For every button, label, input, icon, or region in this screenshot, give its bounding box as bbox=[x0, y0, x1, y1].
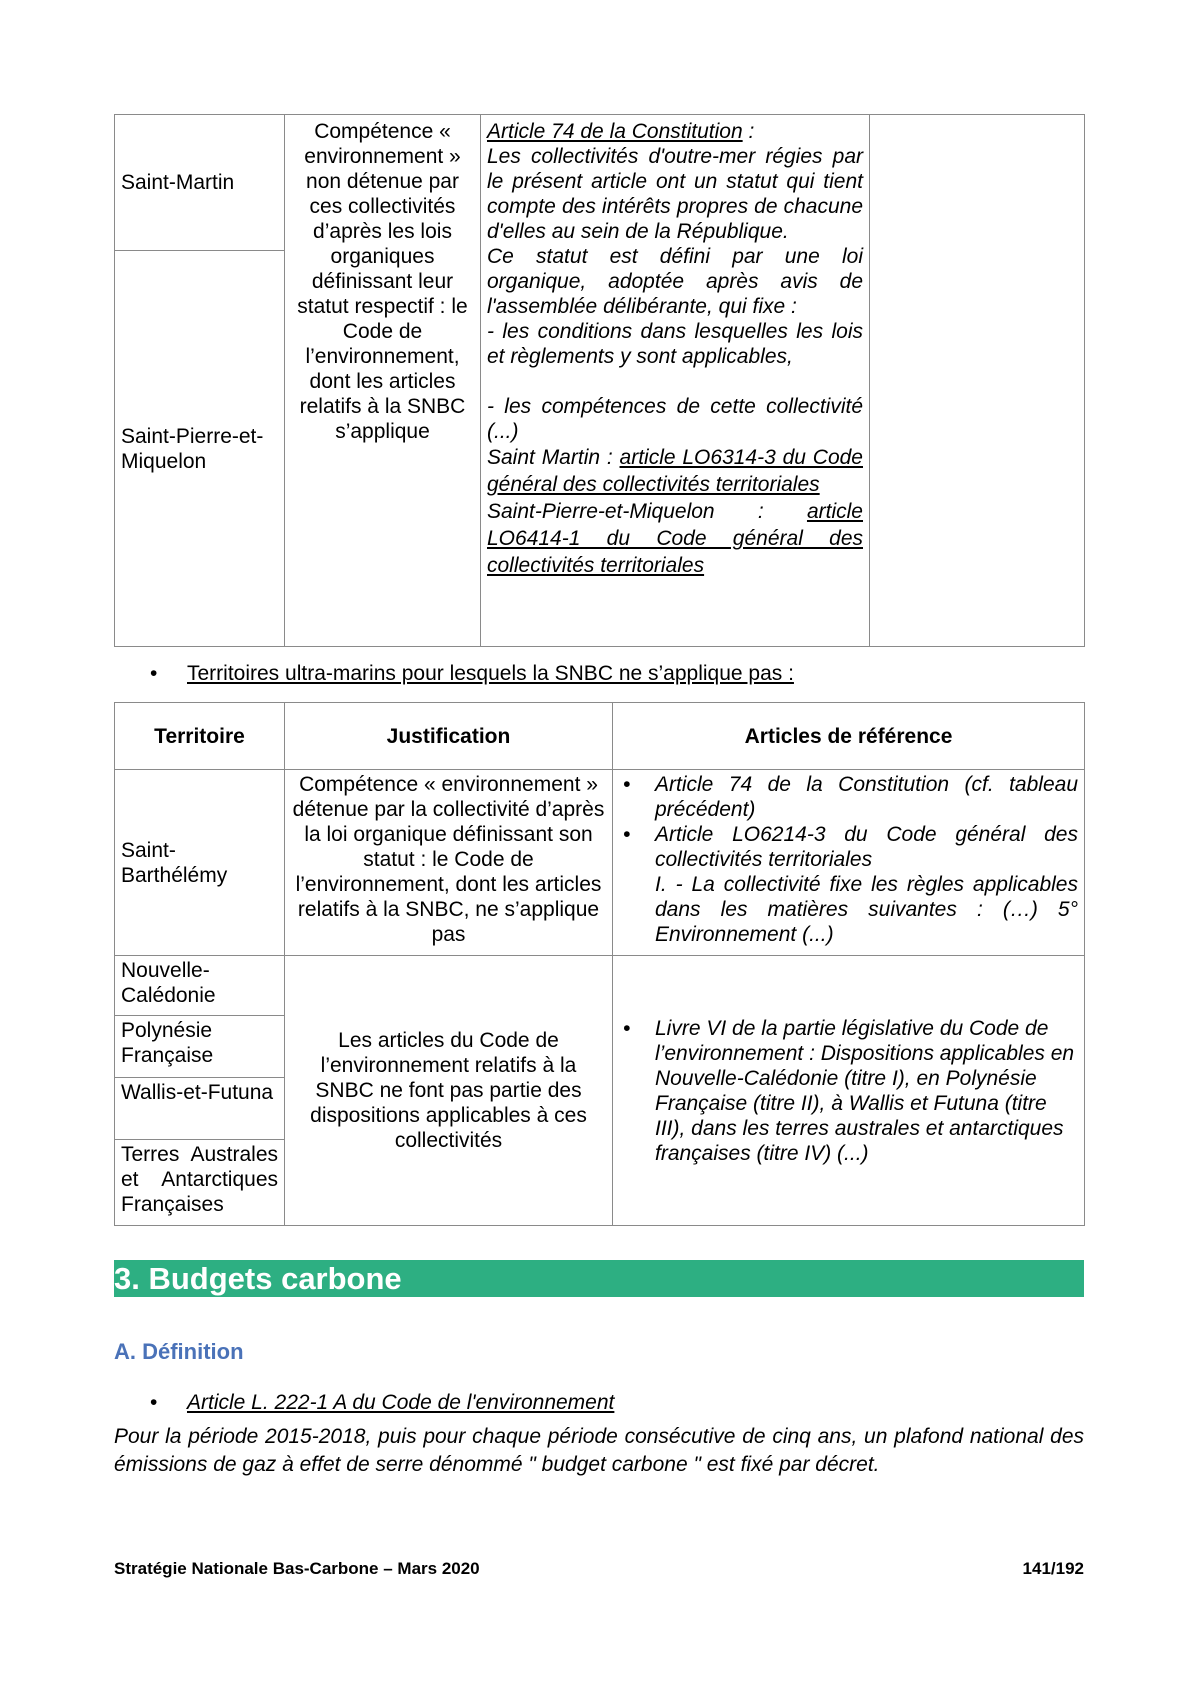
territory-name: Saint-Pierre-et-Miquelon bbox=[121, 424, 264, 473]
bullet-icon: • bbox=[150, 662, 158, 685]
territory-cell bbox=[115, 1078, 285, 1140]
justification-cell bbox=[285, 956, 613, 1226]
article-link[interactable]: Article 74 de la Constitution bbox=[487, 120, 743, 143]
bullet-icon: • bbox=[150, 1391, 158, 1414]
territory-cell bbox=[115, 251, 285, 647]
justification-text: Compétence « environnement » détenue par la collectivité d’après la loi organique définissant son statut : le Code de l’environnement, dont les articles relatifs à la SNBC, ne s’applique pas bbox=[292, 773, 605, 946]
justification-text: Compétence « environnement » non détenue par ces collectivités d’après les lois organiques définissant leur statut respectif : le Code de l’environnement, dont les articles relatifs à la SNBC s’applique bbox=[297, 120, 468, 443]
territory-name: Saint-Martin bbox=[121, 171, 235, 194]
column-header: Justification bbox=[285, 703, 613, 770]
justification-text: Les articles du Code de l’environnement relatifs à la SNBC ne font pas partie des dispositions applicables à ces collectivités bbox=[310, 1029, 587, 1152]
bullet-heading: Territoires ultra-marins pour lesquels la SNBC ne s’applique pas : bbox=[187, 662, 794, 685]
bullet-item bbox=[114, 1390, 1084, 1415]
bullet-icon: • bbox=[623, 1016, 631, 1040]
bullet-item bbox=[114, 661, 1084, 686]
territory-cell bbox=[115, 1016, 285, 1078]
empty-cell bbox=[870, 115, 1085, 647]
article-paragraph: - les conditions dans lesquelles les lois et règlements y sont applicables, bbox=[487, 320, 863, 368]
territory-cell bbox=[115, 115, 285, 251]
section-heading: 3. Budgets carbone bbox=[114, 1260, 1084, 1297]
territory-cell bbox=[115, 956, 285, 1016]
column-header: Territoire bbox=[115, 703, 285, 770]
justification-cell bbox=[285, 115, 481, 647]
references-cell bbox=[613, 770, 1085, 956]
non-applicable-territories-table bbox=[114, 702, 1085, 1226]
page-footer bbox=[114, 1556, 1084, 1581]
article-paragraph: - les compétences de cette collectivité (...) bbox=[487, 395, 863, 443]
article-reference-link[interactable]: Article L. 222-1 A du Code de l'environnement bbox=[187, 1391, 615, 1414]
spm-article-link[interactable]: article LO6414-1 du Code général des collectivités territoriales bbox=[487, 500, 863, 577]
territory-name: Wallis-et-Futuna bbox=[121, 1081, 274, 1104]
references-cell bbox=[613, 956, 1085, 1226]
article-paragraph: Ce statut est défini par une loi organique, adoptée après avis de l'assemblée délibérante, qui fixe : bbox=[487, 245, 863, 318]
territory-name: Polynésie Française bbox=[121, 1019, 214, 1067]
article-cell: Article 74 de la Constitution : Les collectivités d'outre-mer régies par le présent article ont un statut qui tient compte des intérêts propres de chacune d'elles au sein de la République. Ce statut est défini par une loi organique, adoptée après avis de l'assemblée délibérante, qui fixe : - les conditions dans lesquelles les lois et règlements y sont applicables, - les compétences de cette collectivité (...) Saint Martin : article LO6314-3 du Code général des collectivités territoriales Saint-Pierre-et-Miquelon : article LO6414-1 du Code général des collectivités territoriales bbox=[481, 115, 870, 647]
article-paragraph: Les collectivités d'outre-mer régies par le présent article ont un statut qui tient compte des intérêts propres de chacune d'elles au sein de la République. bbox=[487, 145, 863, 243]
list-item: • Article 74 de la Constitution (cf. tableau précédent) bbox=[623, 773, 1078, 821]
justification-cell bbox=[285, 770, 613, 956]
bullet-icon: • bbox=[623, 773, 631, 796]
document-page bbox=[114, 114, 1084, 1479]
territory-name: Terres Australes et Antarctiques Françaises bbox=[121, 1143, 278, 1216]
territory-name: Nouvelle-Calédonie bbox=[121, 959, 216, 1007]
column-header: Articles de référence bbox=[613, 703, 1085, 770]
footer-title: Stratégie Nationale Bas-Carbone – Mars 2020 bbox=[114, 1559, 480, 1578]
territory-cell bbox=[115, 1140, 285, 1226]
article-text: Pour la période 2015-2018, puis pour chaque période consécutive de cinq ans, un plafond national des émissions de gaz à effet de serre dénommé " budget carbone " est fixé par décret. bbox=[114, 1425, 1084, 1476]
territory-name: Saint-Barthélémy bbox=[121, 838, 228, 887]
list-item: • Article LO6214-3 du Code général des collectivités territoriales I. - La collectivité fixe les règles applicables dans les matières suivantes : (…) 5° Environnement (...) bbox=[623, 823, 1078, 946]
subsection-heading: A. Définition bbox=[114, 1339, 244, 1364]
page-number: 141/192 bbox=[1022, 1559, 1084, 1578]
saint-martin-article-link[interactable]: article LO6314-3 du Code général des collectivités territoriales bbox=[487, 446, 863, 496]
list-item: • Livre VI de la partie législative du Code de l’environnement : Dispositions applicables en Nouvelle-Calédonie (titre I), en Polynésie Française (titre II), à Wallis et Futuna (titre III), dans les terres australes et antarctiques françaises (titre IV) (...) bbox=[623, 1016, 1075, 1165]
territory-cell bbox=[115, 770, 285, 956]
applicable-territories-table bbox=[114, 114, 1085, 647]
bullet-icon: • bbox=[623, 823, 631, 846]
